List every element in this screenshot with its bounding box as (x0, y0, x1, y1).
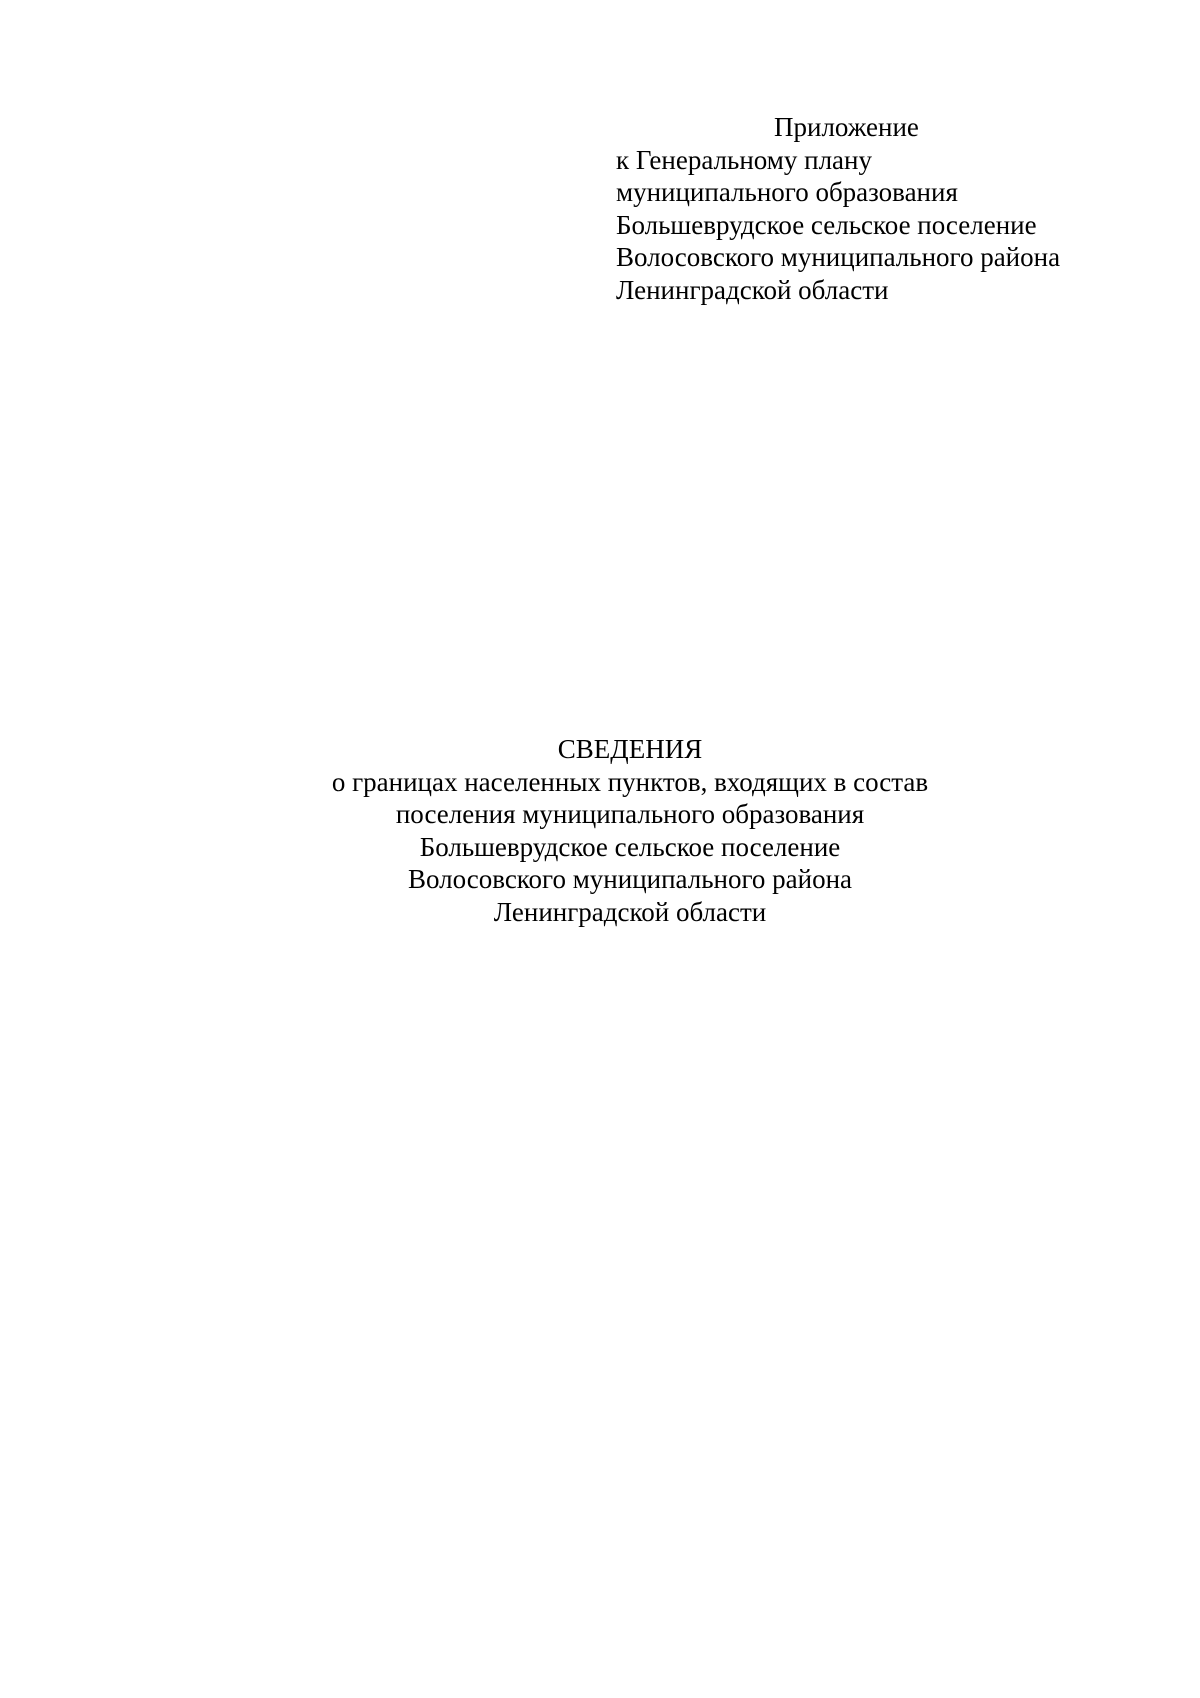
appendix-line: к Генеральному плану (616, 144, 872, 175)
document-title-line: поселения муниципального образования (395, 799, 865, 829)
document-title-block (0, 733, 1200, 928)
document-title-line: о границах населенных пунктов, входящих в состав (331, 766, 929, 797)
document-title-line: Волосовского муниципального района (407, 864, 853, 894)
appendix-line: Ленинградской области (616, 274, 889, 305)
appendix-line: Волосовского муниципального района (616, 242, 1061, 272)
appendix-block (616, 111, 1136, 306)
document-title-line: Большеврудское сельское поселение (419, 831, 841, 862)
document-title-line: Ленинградской области (493, 896, 767, 927)
appendix-line: Большеврудское сельское поселение (616, 209, 1037, 240)
appendix-line: муниципального образования (616, 177, 958, 207)
document-heading: СВЕДЕНИЯ (557, 734, 703, 764)
appendix-title: Приложение (774, 112, 919, 142)
